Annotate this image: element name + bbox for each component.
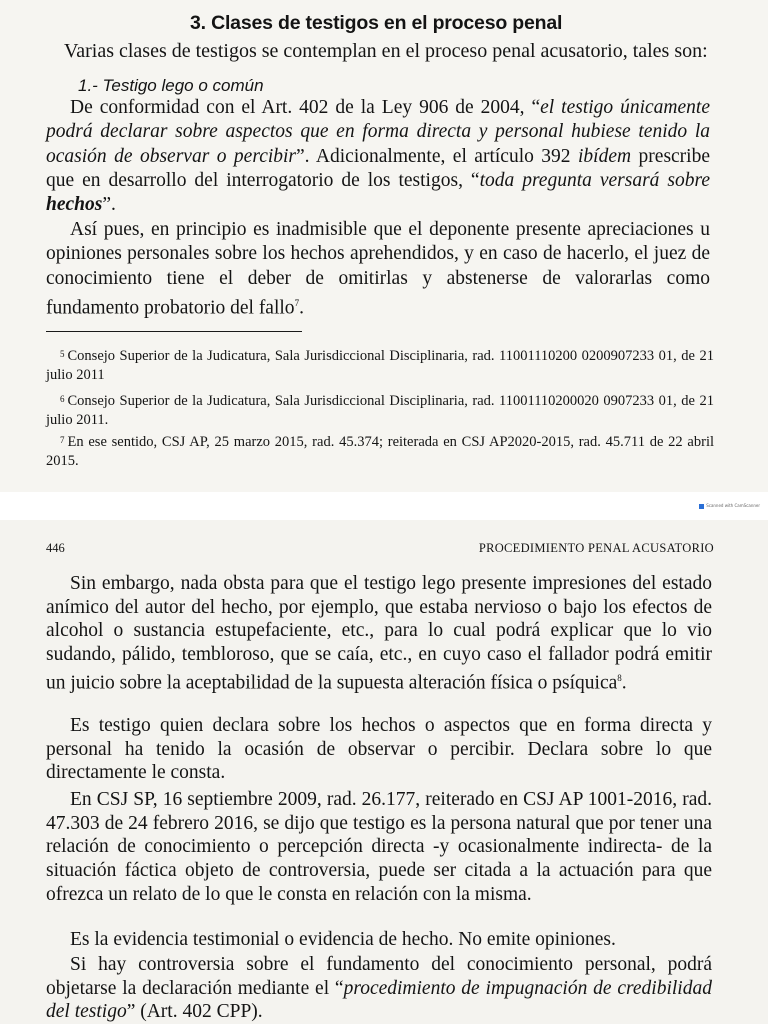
paragraph-apreciaciones: Así pues, en principio es inadmisible que el deponente presente apreciaciones u opiniones personales sobre los hechos aprehendidos, y en caso de hacerlo, el juez de conocimiento tiene el deber de omitirlas y abstenerse de valorarlas como fundamento probatorio del fallo$^7$. <box>46 219 710 319</box>
quote-impugnacion: procedimiento de impugnación de credibilidad del testigo <box>46 977 712 1023</box>
scanner-watermark: Scanned with CamScanner <box>699 503 760 509</box>
footnote-ref-8: 8 <box>617 672 622 683</box>
page-gap <box>0 492 768 520</box>
running-title: PROCEDIMIENTO PENAL ACUSATORIO <box>478 541 714 555</box>
paragraph-evidencia: Es la evidencia testimonial o evidencia de hecho. No emite opiniones. <box>70 929 616 950</box>
footnote-rule <box>46 331 302 332</box>
paragraph-testigo-lego: De conformidad con el Art. 402 de la Ley 906 de 2004, “el testigo únicamente podrá declarar sobre aspectos que en forma directa y personal hubiese tenido la ocasión de observar o percibir”. Adicionalmente, el artículo 392 ibídem prescribe que en desarrollo del interrogatorio de los testigos, “toda pregunta versará sobre hechos”. <box>46 97 710 216</box>
intro-paragraph: Varias clases de testigos se contemplan en el proceso penal acusatorio, tales son: <box>64 40 708 62</box>
running-header <box>46 541 714 559</box>
quote-art-402: el testigo únicamente podrá declarar sobre aspectos que en forma directa y personal hubiese tenido la ocasión de observar o percibir <box>46 97 710 167</box>
paragraph-es-testigo: Es testigo quien declara sobre los hechos o aspectos que en forma directa y personal ha tenido la ocasión de observar o percibir. Declara sobre lo que directamente le consta. <box>46 715 712 784</box>
footnote-ref-7: 7 <box>294 297 300 308</box>
paragraph-controversia: Si hay controversia sobre el fundamento del conocimiento personal, podrá objetarse la declaración mediante el “procedimiento de impugnación de credibilidad del testigo” (Art. 402 CPP). <box>46 954 712 1023</box>
paragraph-csj-sp: En CSJ SP, 16 septiembre 2009, rad. 26.177, reiterado en CSJ AP 1001-2016, rad. 47.303 de 24 febrero 2016, se dijo que testigo es la persona natural que por tener una relación de conocimiento o percepción directa -y ocasionalmente indirecta- de la situación fáctica objeto de controversia, puede ser citada a la actuación para que ofrezca un relato de lo que le consta en relación con la misma. <box>46 789 712 905</box>
subsection-title: 1.- Testigo lego o común <box>78 76 264 95</box>
footnote-7: $^7$ En ese sentido, CSJ AP, 25 marzo 2015, rad. 45.374; reiterada en CSJ AP2020-2015, rad. 45.711 de 22 abril 2015. <box>46 434 714 469</box>
section-title: 3. Clases de testigos en el proceso penal <box>190 12 563 34</box>
ibidem: ibídem <box>578 145 632 167</box>
footnote-6: $^6$ Consejo Superior de la Judicatura, Sala Jurisdiccional Disciplinaria, rad. 11001110200020 0907233 01, de 21 julio 2011. <box>46 393 714 428</box>
scanner-logo-icon <box>699 504 704 509</box>
quote-art-392: toda pregunta versará sobre hechos <box>46 169 710 216</box>
footnote-5: $^5$ Consejo Superior de la Judicatura, Sala Jurisdiccional Disciplinaria, rad. 11001110200 0200907233 01, de 21 julio 2011 <box>46 348 714 383</box>
paragraph-sin-embargo: Sin embargo, nada obsta para que el testigo lego presente impresiones del estado anímico del autor del hecho, por ejemplo, que estaba nervioso o bajo los efectos de alcohol o sustancia estupefaciente, etc., para lo cual podrá explicar que lo vio sudando, pálido, tembloroso, que se caía, etc., en cuyo caso el fallador podrá emitir un juicio sobre la aceptabilidad de la supuesta alteración física o psíquica$^8$. <box>46 573 712 694</box>
page-number: 446 <box>46 541 65 555</box>
